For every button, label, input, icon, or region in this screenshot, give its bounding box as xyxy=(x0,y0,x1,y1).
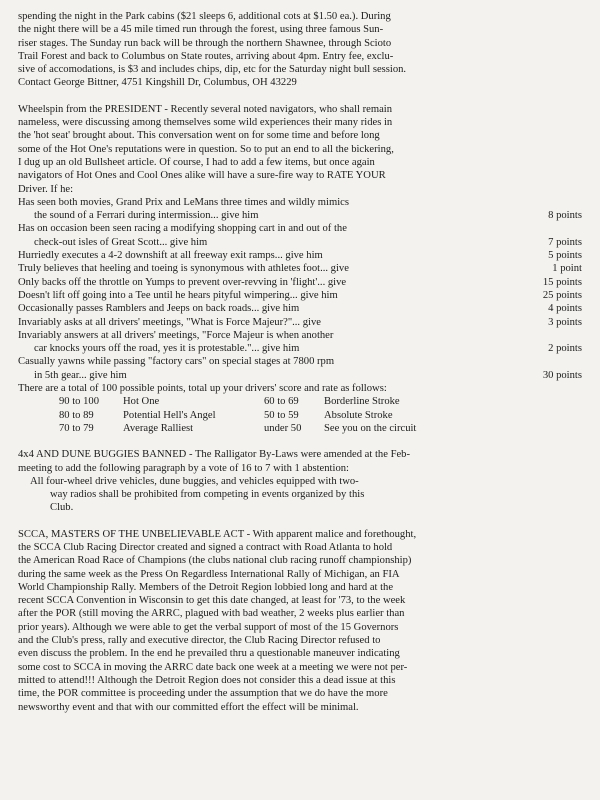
text-line: way radios shall be prohibited from competing in events organized by this xyxy=(50,489,365,501)
rating-item-text: Has on occasion been seen racing a modifying shopping cart in and out of the xyxy=(18,223,347,235)
rating-item-text: Doesn't lift off going into a Tee until he hears pityful wimpering... give him xyxy=(18,289,338,301)
text-line: All four-wheel drive vehicles, dune buggies, and vehicles equipped with two- xyxy=(30,475,359,487)
rating-item xyxy=(18,316,582,329)
rating-item xyxy=(18,196,582,223)
score-range: under 50 xyxy=(264,422,302,434)
text-line: and the Club's press, rally and executive director, the Club Racing Director refused to xyxy=(18,635,381,647)
score-label: Potential Hell's Angel xyxy=(123,409,216,421)
section-scca xyxy=(18,528,582,714)
rating-scale-row xyxy=(264,409,600,422)
text-line: mitted to attend!!! Although the Detroit Region does not consider this a dead issue at this xyxy=(18,674,396,686)
rating-item xyxy=(18,289,582,302)
rating-item-text: in 5th gear... give him xyxy=(34,369,127,381)
text-line: during the same week as the Press On Regardless International Rally of Michigan, an FIA xyxy=(18,568,400,580)
section-president xyxy=(18,103,582,435)
rating-item-text: Hurriedly executes a 4-2 downshift at all freeway exit ramps... give him xyxy=(18,250,323,262)
text-line: sive of accomodations, is $3 and includes chips, dip, etc for the Saturday night bull session. xyxy=(18,64,407,76)
text-line: Trail Forest and back to Columbus on State routes, arriving about 4pm. Entry fee, exclu- xyxy=(18,50,394,62)
score-range: 50 to 59 xyxy=(264,409,299,421)
text-line: the American Road Race of Champions (the clubs national club racing runoff championship) xyxy=(18,555,412,567)
rating-item-text: car knocks yours off the road, yes it is protestable."... give him xyxy=(34,343,300,355)
text-line: after the POR (still moving the ARRC, plagued with bad weather, 2 weeks plus earlier than xyxy=(18,608,405,620)
bylaw-quote xyxy=(18,475,582,515)
points-value: 15 points xyxy=(542,276,582,288)
rating-item xyxy=(18,276,582,289)
text-line: 4x4 AND DUNE BUGGIES BANNED - The Ralligator By-Laws were amended at the Feb- xyxy=(18,449,410,461)
points-value: 5 points xyxy=(548,250,582,262)
text-line: SCCA, MASTERS OF THE UNBELIEVABLE ACT - With apparent malice and forethought, xyxy=(18,528,417,540)
text-line: I dug up an old Bullsheet article. Of course, I had to add a few items, but once again xyxy=(18,156,375,168)
text-line: some cost to SCCA in moving the ARRC date back one week at a meeting we were not per- xyxy=(18,661,408,673)
rating-item xyxy=(18,329,582,356)
rating-scale-row xyxy=(264,395,600,408)
rating-scale-row xyxy=(59,395,264,408)
text-line: recent SCCA Convention in Wisconsin to get this date changed, at least for '73, to the week xyxy=(18,595,406,607)
points-value: 4 points xyxy=(548,303,582,315)
text-line: spending the night in the Park cabins ($21 sleeps 6, additional cots at $1.50 ea.). During xyxy=(18,11,391,22)
score-range: 60 to 69 xyxy=(264,396,299,408)
text-line: newsworthy event and that with our committed effort the effect will be minimal. xyxy=(18,701,359,713)
text-line: some of the Hot One's reputations were in question. So to put an end to all the bickering, xyxy=(18,143,394,155)
text-line: Driver. If he: xyxy=(18,183,74,195)
score-label: Hot One xyxy=(123,396,160,408)
rating-scale xyxy=(18,395,582,435)
text-line: meeting to add the following paragraph by a vote of 16 to 7 with 1 abstention: xyxy=(18,462,349,474)
rating-item xyxy=(18,302,582,315)
text-line: Club. xyxy=(50,502,74,514)
rating-item-text: check-out isles of Great Scott... give him xyxy=(34,236,208,248)
points-value: 3 points xyxy=(548,316,582,328)
points-value: 7 points xyxy=(548,236,582,248)
section-dune-buggies xyxy=(18,448,582,514)
text-line: Contact George Bittner, 4751 Kingshill Dr, Columbus, OH 43229 xyxy=(18,77,297,89)
rating-item xyxy=(18,249,582,262)
rating-item-text: Truly believes that heeling and toeing is synonymous with athletes foot... give xyxy=(18,263,349,275)
text-line: prior years). Although we were able to get the verbal support of most of the 15 Governors xyxy=(18,621,399,633)
score-range: 70 to 79 xyxy=(59,422,94,434)
total-line: There are a total of 100 possible points, total up your drivers' score and rate as follows: xyxy=(18,383,387,395)
rating-item xyxy=(18,355,582,382)
rating-item-text: Only backs off the throttle on Yumps to prevent over-revving in 'flight'... give xyxy=(18,276,347,288)
rating-item-text: Has seen both movies, Grand Prix and LeMans three times and wildly mimics xyxy=(18,196,349,208)
rating-item xyxy=(18,222,582,249)
text-line: the SCCA Club Racing Director created and signed a contract with Road Atlanta to hold xyxy=(18,541,393,553)
text-line: riser stages. The Sunday run back will be through the northern Shawnee, through Scioto xyxy=(18,37,392,49)
rating-item-text: the sound of a Ferrari during intermission... give him xyxy=(34,210,259,222)
text-line: time, the POR committee is proceeding under the assumption that we do have the more xyxy=(18,688,388,700)
rating-item-text: Invariably answers at all drivers' meetings, "Force Majeur is when another xyxy=(18,329,334,341)
rating-scale-row xyxy=(59,409,264,422)
score-label: Average Ralliest xyxy=(123,422,194,434)
points-value: 30 points xyxy=(542,369,582,381)
score-label: See you on the circuit xyxy=(324,422,417,434)
points-value: 2 points xyxy=(548,343,582,355)
points-value: 8 points xyxy=(548,210,582,222)
rating-item-text: Invariably asks at all drivers' meetings, "What is Force Majeur?"... give xyxy=(18,316,321,328)
text-line: the night there will be a 45 mile timed run through the forest, using three famous Sun- xyxy=(18,24,384,36)
text-line: the 'hot seat' brought about. This conversation went on for some time and before long xyxy=(18,130,380,142)
text-line: even discuss the problem. In the end he prevailed thru a questionable maneuver indicating xyxy=(18,648,400,660)
rating-item-text: Casually yawns while passing "factory cars" on special stages at 7800 rpm xyxy=(18,356,335,368)
rating-item-text: Occasionally passes Ramblers and Jeeps on back roads... give him xyxy=(18,303,300,315)
rating-scale-row xyxy=(59,422,264,435)
points-value: 1 point xyxy=(552,263,582,275)
text-line: nameless, were discussing among themselves some wild experiences their many rides in xyxy=(18,117,393,129)
score-label: Absolute Stroke xyxy=(324,409,393,421)
text-line: Wheelspin from the PRESIDENT - Recently several noted navigators, who shall remain xyxy=(18,103,393,115)
score-label: Borderline Stroke xyxy=(324,396,400,408)
rating-item xyxy=(18,262,582,275)
score-range: 90 to 100 xyxy=(59,396,100,408)
section-park-run xyxy=(18,10,582,90)
text-line: World Championship Rally. Members of the Detroit Region lobbied long and hard at the xyxy=(18,581,394,593)
score-range: 80 to 89 xyxy=(59,409,94,421)
rating-scale-row xyxy=(264,422,600,435)
points-value: 25 points xyxy=(542,289,582,301)
text-line: navigators of Hot Ones and Cool Ones alike will have a sure-fire way to RATE YOUR xyxy=(18,170,386,182)
